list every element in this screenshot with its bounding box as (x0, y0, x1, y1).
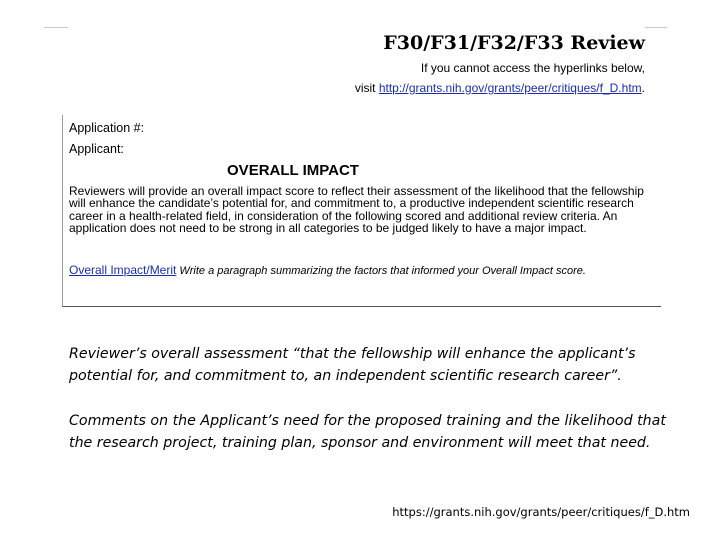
hyperlink-hint-visit (355, 81, 645, 95)
critique-link[interactable]: http://grants.nih.gov/grants/peer/critiques/f_D.htm (378, 81, 642, 95)
corner-rule-left (44, 27, 68, 28)
critique-form-excerpt (62, 115, 661, 307)
merit-instruction: Write a paragraph summarizing the factors that informed your Overall Impact score. (179, 265, 586, 277)
slide-title: F30/F31/F32/F33 Review (383, 32, 645, 54)
overall-impact-merit-link[interactable]: Overall Impact/Merit (69, 263, 177, 277)
overall-impact-heading: OVERALL IMPACT (227, 162, 359, 179)
merit-line (69, 263, 586, 277)
applicant-need-note: Comments on the Applicant’s need for the proposed training and the likelihood that the research project, training plan, sponsor and environment will meet that need. (69, 413, 666, 451)
hint-suffix: . (641, 81, 645, 95)
hint-prefix: visit (354, 81, 379, 95)
reviewer-assessment-note: Reviewer’s overall assessment “that the fellowship will enhance the applicant’s potential for, and commitment to, an independent scientific research career”. (69, 346, 636, 384)
overall-impact-description: Reviewers will provide an overall impact score to reflect their assessment of the likelihood that the fellowship will enhance the candidate’s potential for, and commitment to, a productive independent scientific research career in a health-related field, in consideration of the following scored and additional review criteria. An application does not need to be strong in all categories to be judged likely to have a major impact. (69, 184, 644, 235)
application-number-label: Application #: (69, 121, 145, 135)
corner-rule-right (645, 27, 667, 28)
applicant-label: Applicant: (69, 142, 124, 156)
hyperlink-hint: If you cannot access the hyperlinks below, (420, 61, 645, 75)
footer-url[interactable]: https://grants.nih.gov/grants/peer/critiques/f_D.htm (392, 505, 690, 519)
